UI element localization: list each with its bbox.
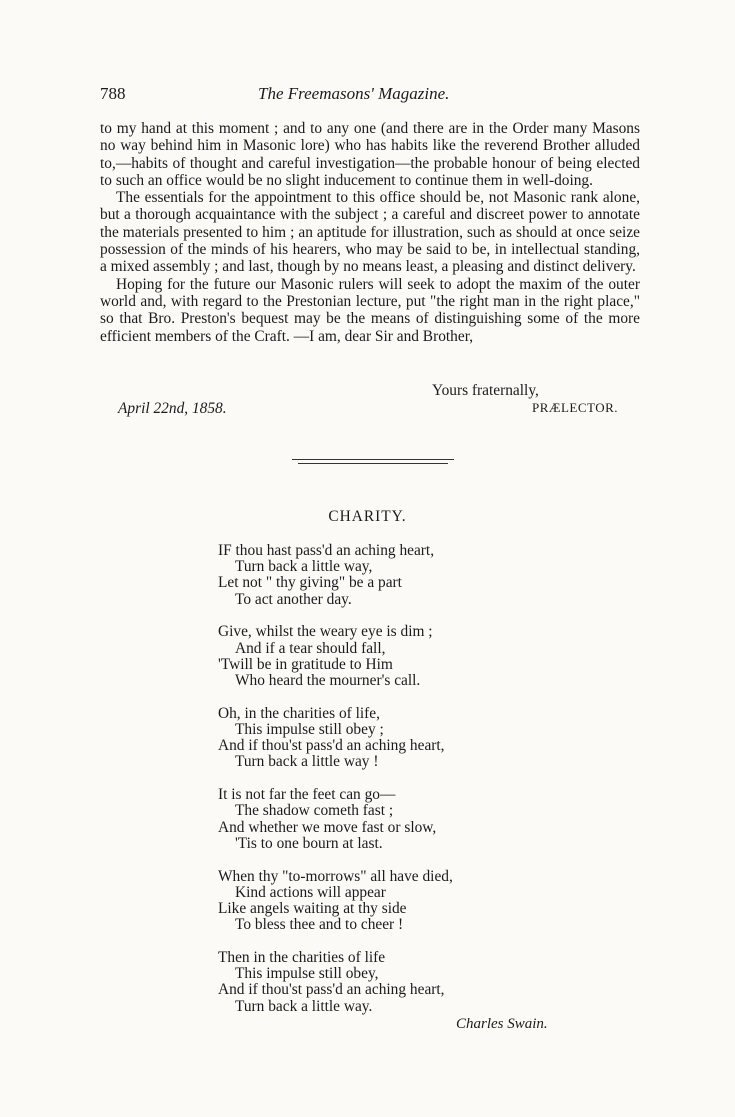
poem-author: Charles Swain.: [456, 1016, 548, 1032]
poem-line: And if thou'st pass'd an aching heart,: [218, 737, 445, 755]
poem-line: 'Twill be in gratitude to Him: [218, 655, 393, 673]
poem-line: Oh, in the charities of life,: [218, 704, 380, 722]
poem-body: [218, 543, 578, 1031]
letter-body: [100, 120, 640, 345]
poem-line: This impulse still obey,: [235, 965, 379, 983]
poem-line: Then in the charities of life: [218, 949, 386, 967]
poem-stanza: [218, 624, 578, 689]
poem-line: Turn back a little way.: [235, 997, 373, 1015]
poem-line: IF thou hast pass'd an aching heart,: [218, 542, 435, 559]
poem-line: When thy "to-morrows" all have died,: [218, 867, 453, 885]
poem-line: It is not far the feet can go—: [218, 786, 396, 804]
poem-line: Kind actions will appear: [235, 883, 386, 901]
poem-line: To bless thee and to cheer !: [235, 916, 404, 934]
poem-stanza: [218, 950, 578, 1015]
poem-line: Give, whilst the weary eye is dim ;: [218, 623, 433, 641]
poem-stanza: [218, 787, 578, 852]
divider-rule: [298, 463, 448, 464]
letter-date: [118, 400, 227, 418]
letter-closing: Yours fraternally,: [432, 382, 539, 399]
poem-stanza: [218, 543, 578, 608]
page-number: 788: [100, 84, 126, 103]
poem-line: To act another day.: [235, 590, 352, 608]
poem-line: And whether we move fast or slow,: [218, 818, 437, 836]
poem-line: Turn back a little way !: [235, 753, 379, 771]
poem-line: Like angels waiting at thy side: [218, 900, 407, 918]
divider-rule: [292, 459, 454, 460]
poem-line: This impulse still obey ;: [235, 721, 384, 739]
running-head: [100, 84, 640, 108]
poem-line: And if thou'st pass'd an aching heart,: [218, 981, 445, 999]
poem-line: The shadow cometh fast ;: [235, 802, 394, 820]
letter-paragraph: The essentials for the appointment to this office should be, not Masonic rank alone, but a thorough acquaintance with the subject ; a careful and discreet power to annotate the materials presented to him ; an aptitude for illustration, such as should at once seize possession of the minds of his hearers, who may be said to be, in intellectual standing, a mixed assembly ; and last, though by no means least, a pleasing and distinct delivery.: [100, 189, 640, 276]
letter-paragraph: to my hand at this moment ; and to any one (and there are in the Order many Masons no way behind him in Masonic lore) who has habits like the reverend Brother alluded to,—habits of thought and careful investigation—the probable honour of being elected to such an office would be no slight inducement to continue them in well-doing.: [100, 120, 640, 189]
poem-title: CHARITY.: [328, 508, 407, 525]
poem-line: Who heard the mourner's call.: [235, 672, 421, 690]
magazine-title: The Freemasons' Magazine.: [258, 84, 450, 103]
poem-line: 'Tis to one bourn at last.: [235, 834, 383, 852]
poem-line: And if a tear should fall,: [235, 639, 386, 657]
letter-signature: PRÆLECTOR.: [532, 400, 619, 415]
poem-line: Let not " thy giving" be a part: [218, 574, 402, 592]
date-text: April 22nd, 1858.: [118, 400, 227, 417]
poem-stanza: [218, 706, 578, 771]
poem-stanza: [218, 869, 578, 934]
poem-line: Turn back a little way,: [235, 558, 373, 576]
letter-paragraph: Hoping for the future our Masonic rulers will seek to adopt the maxim of the outer world and, with regard to the Prestonian lecture, put "the right man in the right place," so that Bro. Preston's bequest may be the means of distinguishing some of the more efficient members of the Craft. —I am, dear Sir and Brother,: [100, 275, 640, 345]
section-divider: [292, 459, 454, 464]
